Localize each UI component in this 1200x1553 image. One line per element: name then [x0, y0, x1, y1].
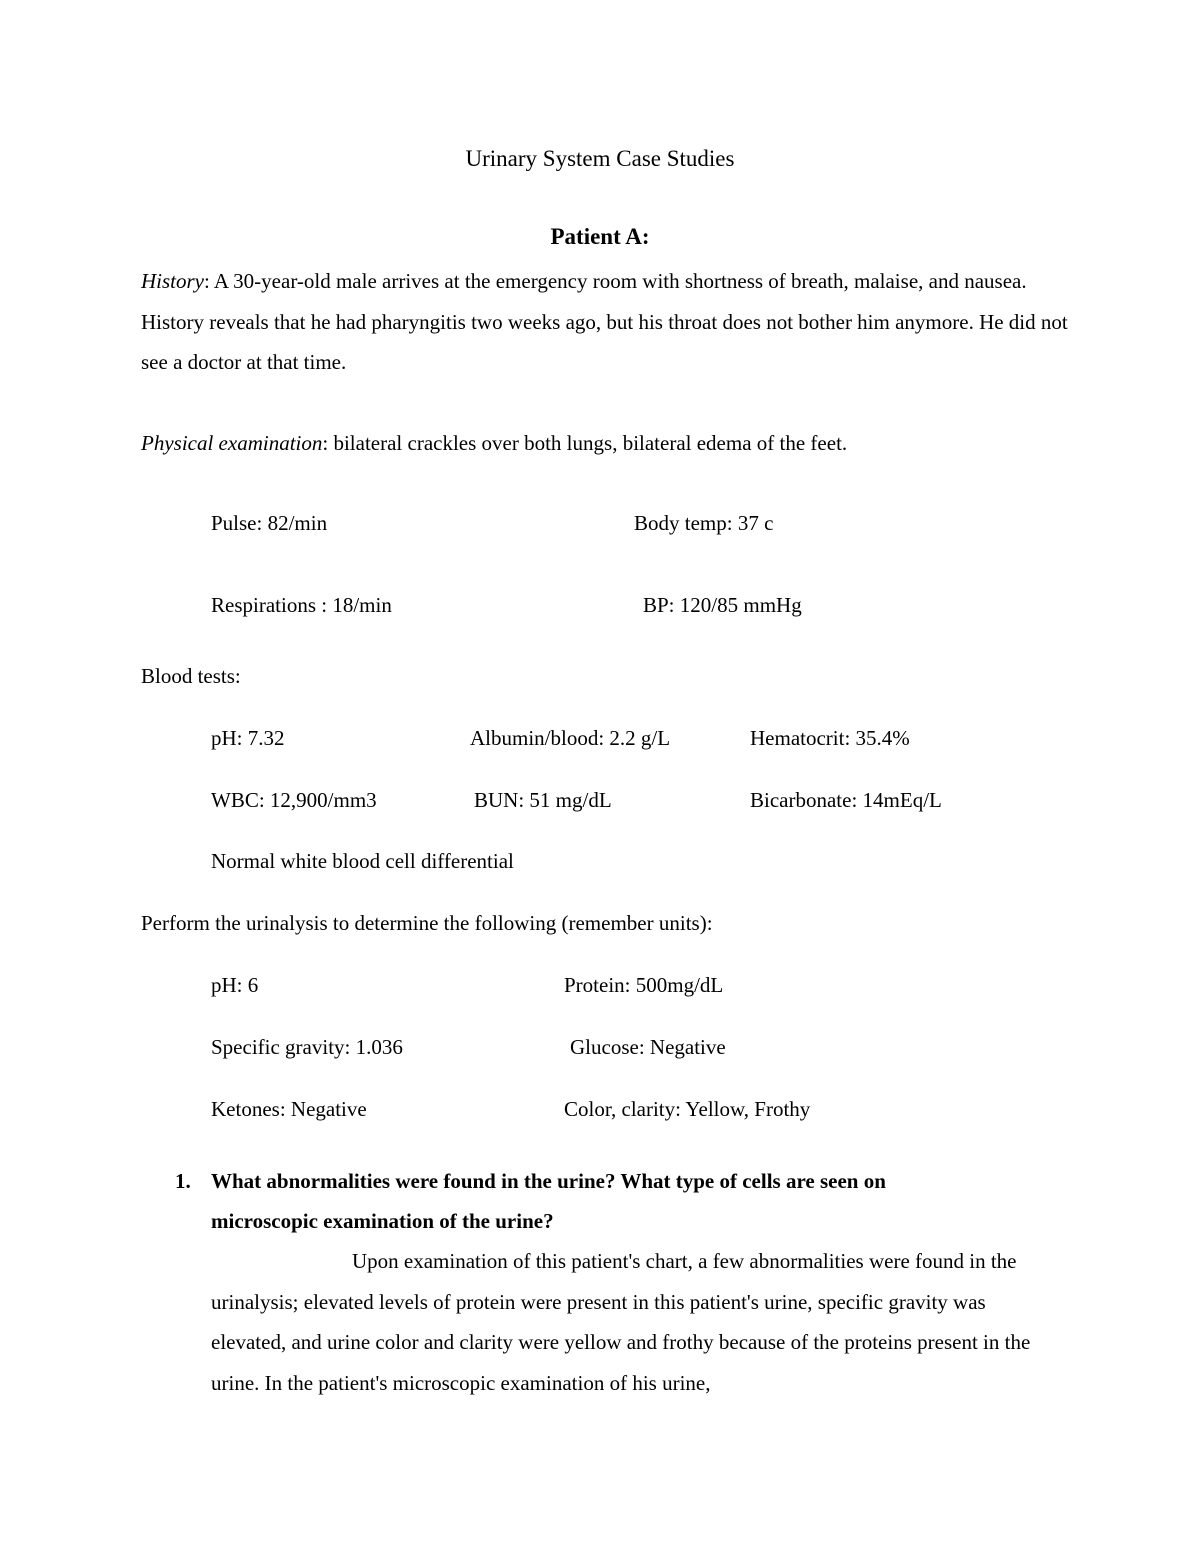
blood-differential: Normal white blood cell differential [211, 849, 514, 873]
blood-bun: BUN: 51 mg/dL [474, 788, 612, 812]
physical-label: Physical examination [141, 431, 323, 455]
urine-ketones: Ketones: Negative [211, 1097, 367, 1121]
blood-ph: pH: 7.32 [211, 726, 285, 750]
vital-respirations: Respirations : 18/min [211, 593, 392, 617]
answer-1-text: Upon examination of this patient's chart, a few abnormalities were found in the urinalysis; elevated levels of protein were present in this patient's urine, specific gravity was elevated, and urine color and clarity were yellow and frothy because of the proteins present in the urine. In the patient's microscopic examination of his urine, [211, 1249, 1031, 1395]
urine-specific-gravity: Specific gravity: 1.036 [211, 1035, 403, 1059]
blood-albumin: Albumin/blood: 2.2 g/L [470, 726, 671, 750]
answer-1-paragraph [211, 1241, 1051, 1403]
urine-color-clarity: Color, clarity: Yellow, Frothy [564, 1097, 811, 1121]
vital-body-temp: Body temp: 37 c [634, 511, 774, 535]
physical-exam-line [141, 433, 847, 454]
vital-pulse: Pulse: 82/min [211, 511, 328, 535]
urine-protein: Protein: 500mg/dL [564, 973, 724, 997]
document-title: Urinary System Case Studies [465, 146, 735, 171]
history-label: History [141, 269, 204, 293]
history-paragraph [141, 261, 1071, 383]
blood-hematocrit: Hematocrit: 35.4% [750, 726, 910, 750]
urinalysis-label: Perform the urinalysis to determine the following (remember units): [141, 911, 713, 935]
blood-bicarbonate: Bicarbonate: 14mEq/L [750, 788, 942, 812]
vital-bp: BP: 120/85 mmHg [643, 593, 802, 617]
question-1-line-1: What abnormalities were found in the urine? What type of cells are seen on [211, 1169, 886, 1193]
question-number: 1. [175, 1169, 191, 1193]
urine-glucose: Glucose: Negative [570, 1035, 726, 1059]
question-1-line-2: microscopic examination of the urine? [211, 1209, 554, 1233]
blood-wbc: WBC: 12,900/mm3 [211, 788, 377, 812]
physical-text: : bilateral crackles over both lungs, bilateral edema of the feet. [322, 431, 848, 455]
blood-tests-label: Blood tests: [141, 664, 241, 688]
urine-ph: pH: 6 [211, 973, 259, 997]
history-text: : A 30-year-old male arrives at the emergency room with shortness of breath, malaise, and nausea. History reveals that he had pharyngitis two weeks ago, but his throat does not bother him anymore. He did not see a doctor at that time. [141, 269, 1068, 374]
patient-heading: Patient A: [550, 224, 650, 249]
